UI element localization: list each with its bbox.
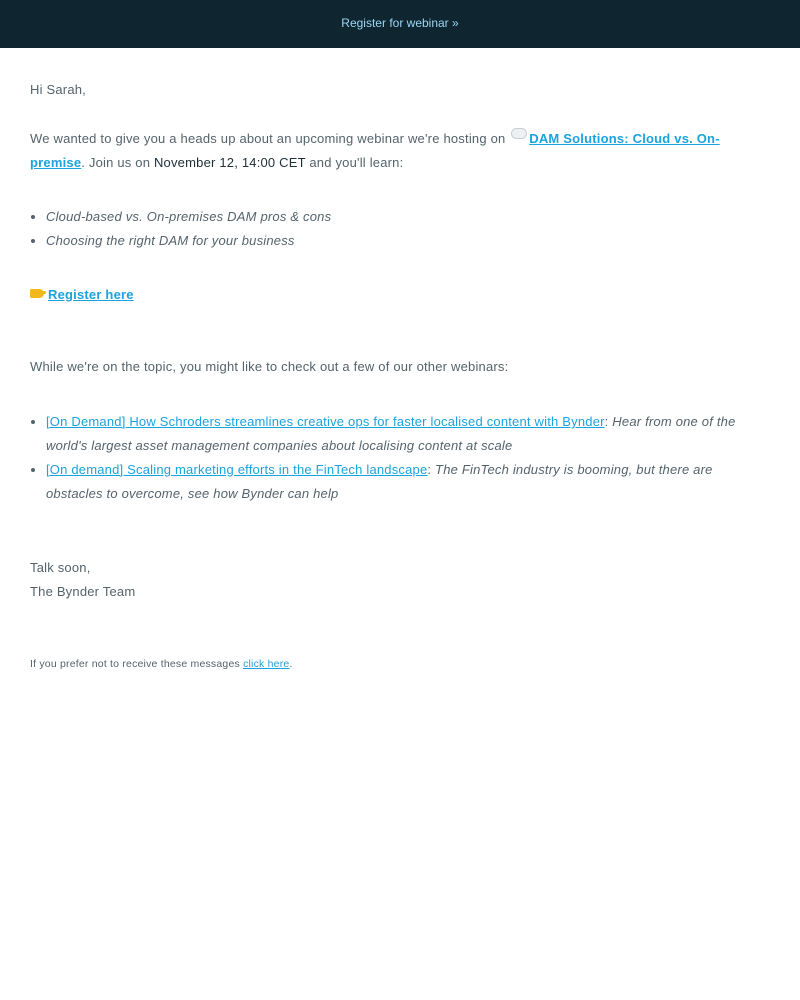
webinar-description: Hear from one of the world's largest asset management companies about localising content at scale [46, 414, 736, 453]
webinar-date: November 12, 14:00 CET [153, 155, 306, 170]
signoff [30, 556, 770, 604]
intro-suffix: and you'll learn: [305, 155, 404, 170]
unsubscribe-line [30, 656, 770, 672]
intro-prefix: We wanted to give you a heads up about an upcoming webinar we're hosting on [30, 131, 510, 146]
top-banner [0, 0, 800, 48]
intro-middle: . Join us on [81, 155, 154, 170]
webinar-link-schroders[interactable]: [On Demand] How Schroders streamlines creative ops for faster localised content with Bynder [46, 414, 605, 429]
unsubscribe-prefix: If you prefer not to receive these messages [30, 658, 244, 670]
register-row [30, 283, 770, 307]
greeting: Hi Sarah, [30, 82, 86, 97]
learn-item: • Choosing the right DAM for your business [46, 229, 770, 253]
list-item: • [On Demand] How Schroders streamlines creative ops for faster localised content with Bynder: Hear from one of the world's largest asset management companies about localising content at scale [46, 410, 770, 458]
register-webinar-header-link[interactable]: Register for webinar » [341, 15, 459, 30]
webinar-title-link[interactable]: DAM Solutions: Cloud vs. On-premise [30, 131, 720, 170]
email-body [0, 48, 800, 672]
webinar-link-fintech[interactable]: [On demand] Scaling marketing efforts in the FinTech landscape [46, 462, 428, 477]
pointing-hand-icon [30, 289, 44, 298]
other-webinars-list [30, 410, 770, 506]
register-here-link[interactable]: Register here [48, 287, 134, 302]
list-item: • [On demand] Scaling marketing efforts in the FinTech landscape: The FinTech industry is booming, but there are obstacles to overcome, see how Bynder can help [46, 458, 770, 506]
signoff-line-2: The Bynder Team [30, 584, 136, 599]
intro-paragraph [30, 127, 770, 175]
unsubscribe-suffix: . [289, 658, 293, 670]
signoff-line-1: Talk soon, [30, 560, 91, 575]
unsubscribe-link[interactable]: click here [243, 658, 290, 670]
other-webinars-intro: While we're on the topic, you might like to check out a few of our other webinars: [30, 359, 509, 374]
webinar-description: The FinTech industry is booming, but there are obstacles to overcome, see how Bynder can help [46, 462, 713, 501]
learn-item: • Cloud-based vs. On-premises DAM pros & cons [46, 205, 770, 229]
learn-list [30, 205, 770, 253]
cloud-icon [511, 128, 527, 139]
